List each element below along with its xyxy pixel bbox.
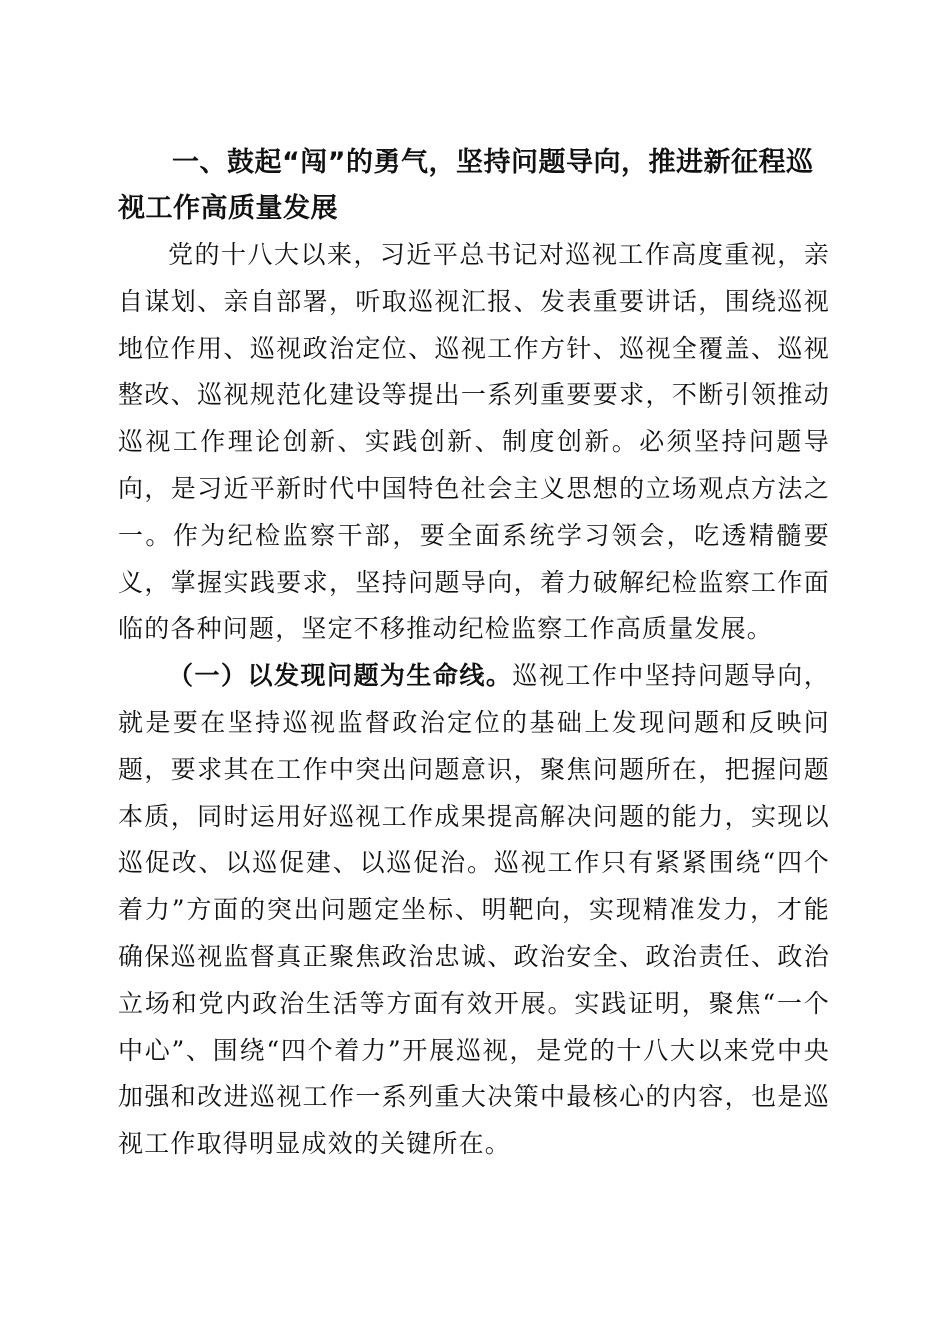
paragraph-subsection-1 [118,653,830,1168]
document-page [118,140,830,1168]
subsection-title: （一）以发现问题为生命线。 [168,661,513,691]
section-heading: 一、鼓起“闯”的勇气，坚持问题导向，推进新征程巡视工作高质量发展 [118,147,814,224]
subsection-body: 巡视工作中坚持问题导向，就是要在坚持巡视监督政治定位的基础上发现问题和反映问题，要求其在工作中突出问题意识，聚焦问题所在，把握问题本质，同时运用好巡视工作成果提高解决问题的能力，实现以巡促改、以巡促建、以巡促治。巡视工作只有紧紧围绕“四个着力”方面的突出问题定坐标、明靶向，实现精准发力，才能确保巡视监督真正聚焦政治忠诚、政治安全、政治责任、政治立场和党内政治生活等方面有效开展。实践证明，聚焦“一个中心”、围绕“四个着力”开展巡视，是党的十八大以来党中央加强和改进巡视工作一系列重大决策中最核心的内容，也是巡视工作取得明显成效的关键所在。 [118,661,830,1159]
paragraph-intro: 党的十八大以来，习近平总书记对巡视工作高度重视，亲自谋划、亲自部署，听取巡视汇报、发表重要讲话，围绕巡视地位作用、巡视政治定位、巡视工作方针、巡视全覆盖、巡视整改、巡视规范化建设等提出一系列重要要求，不断引领推动巡视工作理论创新、实践创新、制度创新。必须坚持问题导向，是习近平新时代中国特色社会主义思想的立场观点方法之一。作为纪检监察干部，要全面系统学习领会，吃透精髓要义，掌握实践要求，坚持问题导向，着力破解纪检监察工作面临的各种问题，坚定不移推动纪检监察工作高质量发展。 [118,240,830,644]
